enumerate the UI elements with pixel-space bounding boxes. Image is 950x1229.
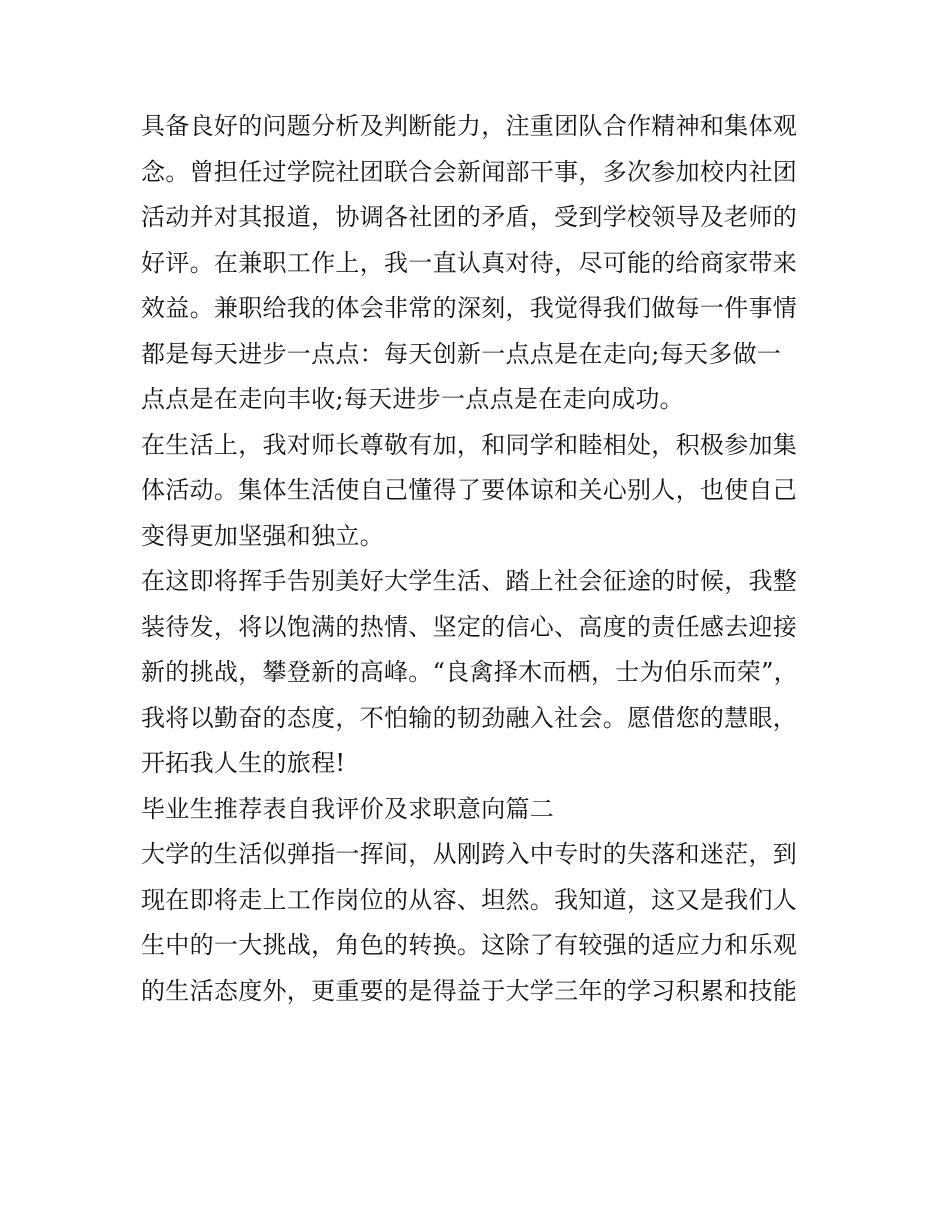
text-line: 现在即将走上工作岗位的从容、坦然。我知道，这又是我们人	[141, 885, 798, 914]
text-line: 装待发，将以饱满的热情、坚定的信心、高度的责任感去迎接	[141, 612, 798, 641]
text-line: 新的挑战，攀登新的高峰。“良禽择木而栖，士为伯乐而荣”，	[141, 658, 798, 686]
text-line: 都是每天进步一点点：每天创新一点点是在走向;每天多做一	[141, 339, 782, 368]
text-line: 在生活上，我对师长尊敬有加，和同学和睦相处，积极参加集	[141, 430, 798, 459]
text-line: 具备良好的问题分析及判断能力，注重团队合作精神和集体观	[141, 112, 798, 140]
text-line: 活动并对其报道，协调各社团的矛盾，受到学校领导及老师的	[141, 203, 798, 231]
text-line: 念。曾担任过学院社团联合会新闻部干事，多次参加校内社团	[141, 157, 798, 186]
text-line: 体活动。集体生活使自己懂得了要体谅和关心别人，也使自己	[141, 476, 798, 504]
section-heading: 毕业生推荐表自我评价及求职意向篇二	[141, 794, 555, 823]
text-line: 大学的生活似弹指一挥间，从刚跨入中专时的失落和迷茫，到	[141, 840, 798, 868]
text-line: 效益。兼职给我的体会非常的深刻，我觉得我们做每一件事情	[141, 294, 798, 322]
text-line: 在这即将挥手告别美好大学生活、踏上社会征途的时候，我整	[141, 567, 798, 595]
text-line: 变得更加坚强和独立。	[141, 521, 384, 550]
text-line: 好评。在兼职工作上，我一直认真对待，尽可能的给商家带来	[141, 248, 798, 277]
text-line: 生中的一大挑战，角色的转换。这除了有较强的适应力和乐观	[141, 931, 798, 959]
document-body	[141, 104, 813, 1014]
text-line: 开拓我人生的旅程!	[141, 749, 346, 777]
text-line: 我将以勤奋的态度，不怕输的韧劲融入社会。愿借您的慧眼，	[141, 703, 798, 732]
text-line: 点点是在走向丰收;每天进步一点点是在走向成功。	[141, 385, 684, 413]
text-line: 的生活态度外，更重要的是得益于大学三年的学习积累和技能	[141, 976, 798, 1005]
